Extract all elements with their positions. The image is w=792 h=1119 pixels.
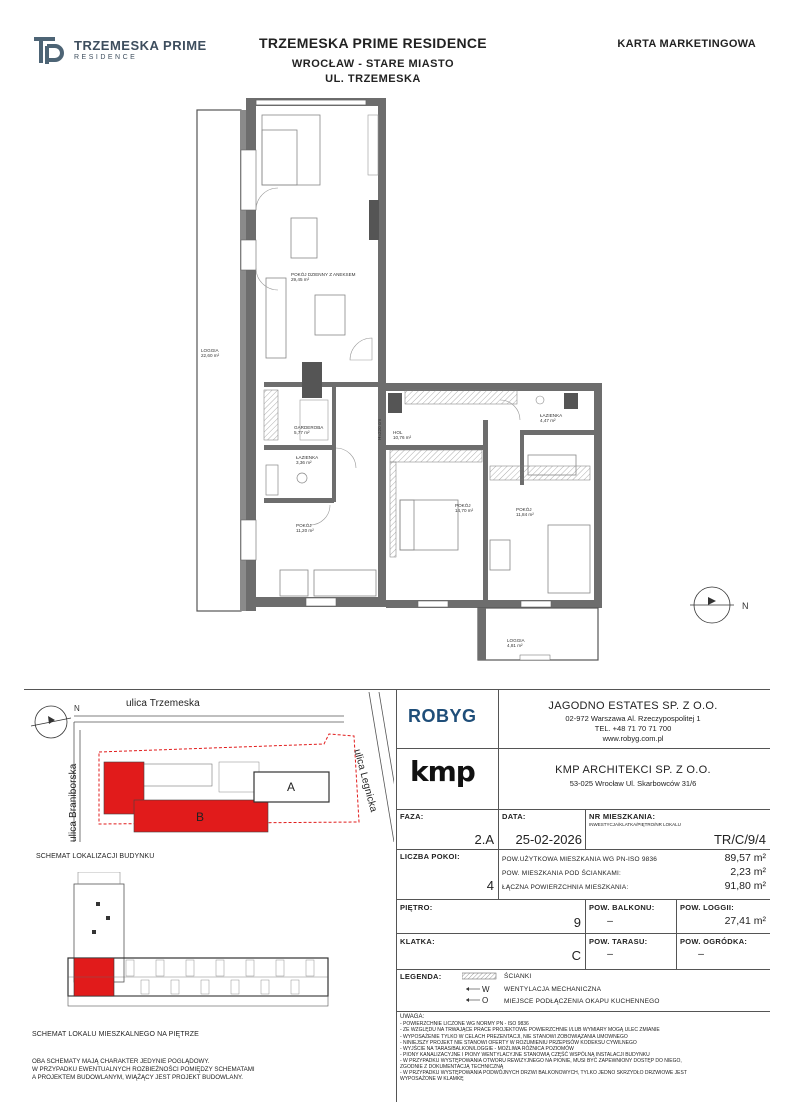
table-row-line [396, 899, 770, 900]
loggia-small-outline [478, 608, 598, 660]
legend-hood-mark: O [482, 996, 489, 1005]
legend-vent-mark: W [482, 985, 490, 994]
room-bedroom-3: POKÓJ 11,84 m² [516, 507, 534, 518]
room-loggia-big: LOGGIA 22,60 m² [201, 348, 220, 359]
garden-label: POW. OGRÓDKA: [680, 937, 748, 946]
col-line [498, 849, 499, 899]
unit-number-sublabel: INWESTYCJA/KLATKA/PIĘTRO/NR LOKALU [589, 822, 681, 827]
faza-label: FAZA: [400, 812, 424, 821]
architect-name: KMP ARCHITEKCI SP. Z O.O. [555, 764, 711, 776]
site-caption: SCHEMAT LOKALIZACJI BUDYNKU [36, 853, 155, 860]
svg-text:N: N [742, 601, 749, 611]
legend-label: LEGENDA: [400, 972, 442, 981]
floor-schema [66, 872, 396, 1022]
faza-value: 2.A [474, 832, 494, 847]
total-area-value: 91,80 m² [724, 880, 766, 892]
ceiling-height-mark: H=220 cm [377, 418, 382, 440]
legend-hood: MIEJSCE PODŁĄCZENIA OKAPU KUCHENNEGO [504, 998, 660, 1005]
staircase-label: KLATKA: [400, 937, 435, 946]
logo-divider [498, 689, 499, 809]
legend-vent: WENTYLACJA MECHANICZNA [504, 986, 602, 993]
notes-block: UWAGA: - POWIERZCHNIE LICZONE WG NORMY PN - ISO 9836 - ZE WZGLĘDU NA TRWAJĄCE PRACE PROJEKTOWE POWIERZCHNIE I/LUB WYMIARY MOGĄ ULEC ZMIANIE - WYPOSAŻENIE TYLKO W CELACH PREZENTACJI, NIE STANOWI ZOBOWIĄZANIA UMOWNEGO - NINIEJSZY PROJEKT NIE STANOWI OFERTY W ROZUMIENIU PRZEPISÓW KODEKSU CYWILNEGO - WYJŚCIE NA TARAS/BALKON/LOGGIE - MOŻLIWA RÓŻNICA POZIOMÓW - PIONY KANALIZACYJNE I PIONY WENTYLACYJNE STANOWIĄ CZĘŚĆ WSPÓLNĄ INSTALACJI BUDYNKU - W PRZYPADKU WYSTĘPOWANIA OTWORU REWIZYJNEGO NA PIONIE, MUSI BYĆ ZAPEWNIONY DOSTĘP DO NIEGO, ZGODNIE Z DOKUMENTACJĄ TECHNICZNĄ - W PRZYPADKU WYSTĘPOWANIA PODWÓJNYCH DRZWI BALKONOWYCH, TYLKO JEDNO SKRZYDŁO DRZWIOWE JEST WYPOSAŻONE W KLAMKĘ [400, 1014, 687, 1083]
table-row-line [396, 1011, 770, 1012]
building-a-label: A [287, 780, 296, 794]
garden-value: – [698, 948, 704, 960]
developer-contact: 02-972 Warszawa Al. Rzeczypospolitej 1 TEL. +48 71 70 71 700 www.robyg.com.pl [565, 714, 701, 743]
date-value: 25-02-2026 [515, 832, 582, 847]
street-label: UL. TRZEMESKA [325, 73, 421, 85]
room-bathroom-1: ŁAZIENKA 3,36 m² [296, 455, 319, 466]
document-type: KARTA MARKETINGOWA [617, 38, 756, 50]
brand-subtitle: RESIDENCE [74, 54, 138, 61]
terrace-value: – [607, 948, 613, 960]
room-bathroom-2: ŁAZIENKA 4,47 m² [540, 413, 563, 424]
room-hall: HOL 10,76 m² [393, 430, 412, 441]
street-braniborska: ulica Braniborska [68, 763, 79, 842]
architect-address: 53-025 Wrocław Ul. Skarbowców 31/6 [569, 779, 697, 788]
kmp-logo: kmp [410, 755, 475, 788]
usable-area-label: POW.UŻYTKOWA MIESZKANIA WG PN-ISO 9836 [502, 856, 658, 863]
legend-symbols [462, 972, 498, 1008]
column-divider [396, 689, 397, 1102]
balcony-value: – [607, 915, 613, 927]
site-plan [24, 692, 394, 842]
city-label: WROCŁAW - STARE MIASTO [291, 58, 455, 70]
loggia-area-value: 27,41 m² [724, 915, 766, 927]
total-area-label: ŁĄCZNA POWIERZCHNIA MIESZKANIA: [502, 884, 629, 891]
svg-text:N: N [74, 704, 80, 713]
brand-title: TRZEMESKA PRIME [74, 38, 207, 53]
schema-disclaimer: OBA SCHEMATY MAJĄ CHARAKTER JEDYNIE POGLĄDOWY. W PRZYPADKU EWENTUALNYCH ROZBIEŻNOŚCI POMIĘDZY SCHEMATAMI A PROJEKTEM BUDOWLANYM, WIĄŻĄCY JEST PROJEKT BUDOWLANY. [32, 1058, 255, 1082]
table-top [396, 809, 770, 810]
room-living: POKÓJ DZIENNY Z ANEKSEM 29,45 m² [291, 272, 356, 283]
col-line [585, 809, 586, 849]
street-trzemeska: ulica Trzemeska [126, 698, 200, 709]
col-line [498, 809, 499, 849]
col-line [676, 899, 677, 969]
rooms-count-value: 4 [486, 878, 494, 893]
rooms-count-label: LICZBA POKOI: [400, 852, 460, 861]
page-title: TRZEMESKA PRIME RESIDENCE [259, 35, 487, 51]
loggia-big-outline [197, 110, 241, 611]
street-legnicka: ulica Legnicka [351, 748, 379, 814]
date-label: DATA: [502, 812, 526, 821]
staircase-value: C [571, 948, 581, 963]
robyg-logo: ROBYG [408, 706, 477, 726]
under-walls-area-value: 2,23 m² [730, 866, 766, 878]
developer-name: JAGODNO ESTATES SP. Z O.O. [548, 700, 718, 712]
unit-number-label: NR MIESZKANIA: [589, 812, 656, 821]
section-divider [24, 689, 770, 690]
room-bedroom-1: POKÓJ 11,20 m² [296, 523, 314, 534]
floor-schema-caption: SCHEMAT LOKALU MIESZKALNEGO NA PIĘTRZE [32, 1031, 199, 1038]
under-walls-area-label: POW. MIESZKANIA POD ŚCIANKAMI: [502, 870, 622, 877]
unit-number-value: TR/C/9/4 [713, 832, 766, 847]
table-row-line [396, 849, 770, 850]
room-wardrobe: GARDEROBA 5,77 m² [294, 425, 324, 436]
compass-icon [690, 587, 734, 623]
usable-area-value: 89,57 m² [724, 852, 766, 864]
col-line [585, 899, 586, 969]
table-row-line [396, 933, 770, 934]
balcony-label: POW. BALKONU: [589, 903, 655, 912]
loggia-area-label: POW. LOGGII: [680, 903, 735, 912]
row-divider [396, 748, 770, 749]
table-row-line [396, 969, 770, 970]
terrace-label: POW. TARASU: [589, 937, 648, 946]
floor-value: 9 [573, 915, 581, 930]
floor-label: PIĘTRO: [400, 903, 433, 912]
room-loggia-small: LOGGIA 4,81 m² [507, 638, 525, 649]
room-bedroom-2: POKÓJ 14,70 m² [455, 503, 474, 514]
site-compass-icon [31, 706, 71, 738]
building-b-label: B [196, 810, 205, 824]
legend-walls: ŚCIANKI [504, 973, 532, 980]
